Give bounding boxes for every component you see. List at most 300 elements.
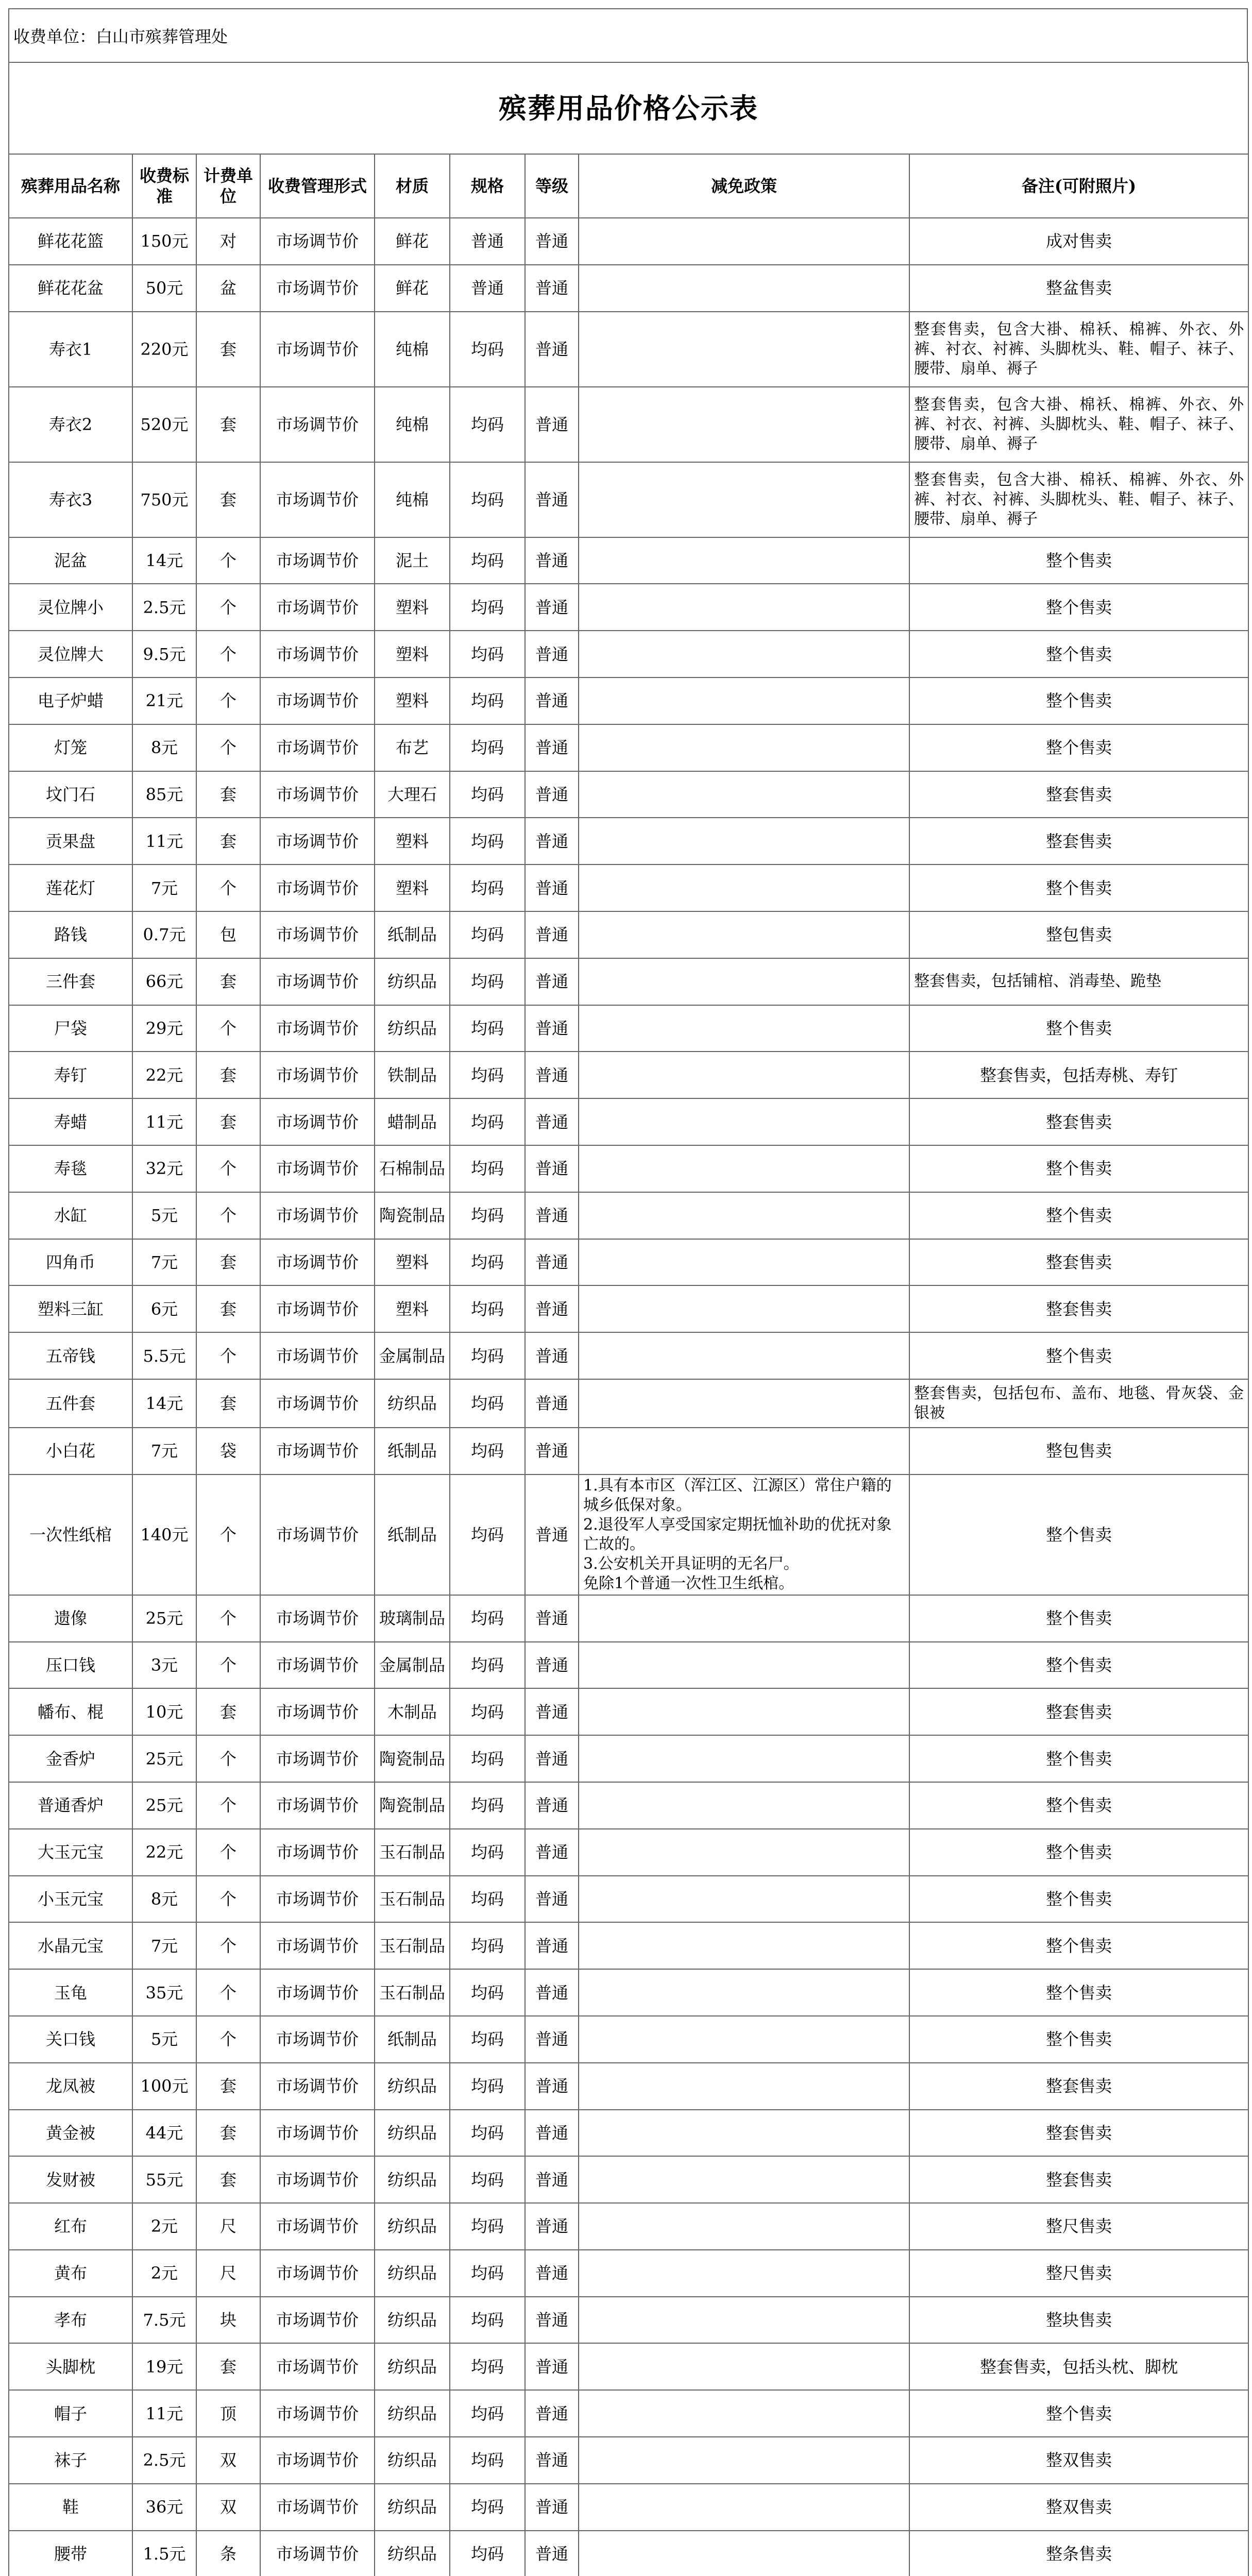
spec-cell: 均码 — [450, 2063, 525, 2110]
grade-cell: 普通 — [525, 911, 579, 958]
grade-cell: 普通 — [525, 265, 579, 312]
item-name-cell: 莲花灯 — [9, 865, 132, 911]
spec-cell: 均码 — [450, 631, 525, 677]
unit-cell: 个 — [196, 1145, 260, 1192]
price-cell: 7元 — [132, 1239, 196, 1286]
remark-cell: 整个售卖 — [909, 1922, 1248, 1969]
price-cell: 150元 — [132, 218, 196, 265]
management-cell: 市场调节价 — [260, 2016, 375, 2063]
price-cell: 5.5元 — [132, 1332, 196, 1379]
remark-cell: 整个售卖 — [909, 1735, 1248, 1782]
management-cell: 市场调节价 — [260, 1005, 375, 1052]
price-cell: 36元 — [132, 2484, 196, 2531]
material-cell: 纺织品 — [375, 2063, 450, 2110]
remark-cell: 整包售卖 — [909, 1428, 1248, 1475]
policy-cell — [579, 1876, 909, 1923]
price-cell: 44元 — [132, 2110, 196, 2157]
unit-cell: 包 — [196, 911, 260, 958]
price-cell: 14元 — [132, 537, 196, 584]
grade-cell: 普通 — [525, 1379, 579, 1428]
grade-cell: 普通 — [525, 2390, 579, 2437]
spec-cell: 均码 — [450, 462, 525, 537]
item-name-cell: 大玉元宝 — [9, 1829, 132, 1876]
material-cell: 鲜花 — [375, 218, 450, 265]
spec-cell: 均码 — [450, 2250, 525, 2297]
grade-cell: 普通 — [525, 1782, 579, 1829]
header-spec: 规格 — [450, 154, 525, 218]
price-table — [8, 62, 1249, 2576]
unit-cell: 套 — [196, 818, 260, 865]
material-cell: 纺织品 — [375, 2343, 450, 2390]
spec-cell: 均码 — [450, 2297, 525, 2344]
spec-cell: 均码 — [450, 1052, 525, 1098]
management-cell: 市场调节价 — [260, 1782, 375, 1829]
spec-cell: 均码 — [450, 958, 525, 1005]
price-cell: 19元 — [132, 2343, 196, 2390]
material-cell: 纺织品 — [375, 2156, 450, 2203]
grade-cell: 普通 — [525, 2156, 579, 2203]
item-name-cell: 鲜花花盆 — [9, 265, 132, 312]
policy-cell — [579, 2484, 909, 2531]
remark-cell: 整套售卖，包括寿桃、寿钉 — [909, 1052, 1248, 1098]
spec-cell: 均码 — [450, 818, 525, 865]
grade-cell: 普通 — [525, 1876, 579, 1923]
remark-cell: 整个售卖 — [909, 677, 1248, 724]
policy-cell — [579, 865, 909, 911]
header-material: 材质 — [375, 154, 450, 218]
material-cell: 纺织品 — [375, 2250, 450, 2297]
table-row — [9, 2437, 1248, 2484]
grade-cell: 普通 — [525, 1475, 579, 1595]
table-row — [9, 771, 1248, 818]
table-row — [9, 2250, 1248, 2297]
item-name-cell: 一次性纸棺 — [9, 1475, 132, 1595]
material-cell: 金属制品 — [375, 1642, 450, 1689]
price-cell: 29元 — [132, 1005, 196, 1052]
unit-cell: 袋 — [196, 1428, 260, 1475]
grade-cell: 普通 — [525, 1098, 579, 1145]
policy-cell — [579, 1332, 909, 1379]
management-cell: 市场调节价 — [260, 2343, 375, 2390]
material-cell: 玉石制品 — [375, 1922, 450, 1969]
grade-cell: 普通 — [525, 462, 579, 537]
table-row — [9, 2297, 1248, 2344]
management-cell: 市场调节价 — [260, 584, 375, 631]
material-cell: 陶瓷制品 — [375, 1735, 450, 1782]
price-cell: 8元 — [132, 1876, 196, 1923]
material-cell: 纸制品 — [375, 2016, 450, 2063]
policy-cell — [579, 537, 909, 584]
price-cell: 25元 — [132, 1782, 196, 1829]
grade-cell: 普通 — [525, 218, 579, 265]
spec-cell: 均码 — [450, 2110, 525, 2157]
management-cell: 市场调节价 — [260, 2437, 375, 2484]
item-name-cell: 鞋 — [9, 2484, 132, 2531]
material-cell: 塑料 — [375, 631, 450, 677]
table-row — [9, 2016, 1248, 2063]
unit-cell: 套 — [196, 1098, 260, 1145]
spec-cell: 均码 — [450, 1595, 525, 1642]
header-price: 收费标准 — [132, 154, 196, 218]
remark-cell: 整尺售卖 — [909, 2203, 1248, 2250]
grade-cell: 普通 — [525, 387, 579, 462]
unit-cell: 个 — [196, 584, 260, 631]
grade-cell: 普通 — [525, 865, 579, 911]
unit-cell: 双 — [196, 2484, 260, 2531]
policy-cell — [579, 911, 909, 958]
unit-cell: 个 — [196, 1969, 260, 2016]
table-row — [9, 2390, 1248, 2437]
material-cell: 塑料 — [375, 584, 450, 631]
item-name-cell: 三件套 — [9, 958, 132, 1005]
item-name-cell: 五帝钱 — [9, 1332, 132, 1379]
table-row — [9, 1239, 1248, 1286]
remark-cell: 整个售卖 — [909, 1876, 1248, 1923]
item-name-cell: 小白花 — [9, 1428, 132, 1475]
management-cell: 市场调节价 — [260, 677, 375, 724]
table-row — [9, 1782, 1248, 1829]
price-cell: 7元 — [132, 865, 196, 911]
policy-cell — [579, 677, 909, 724]
unit-cell: 套 — [196, 2063, 260, 2110]
price-cell: 11元 — [132, 2390, 196, 2437]
grade-cell: 普通 — [525, 1642, 579, 1689]
item-name-cell: 水缸 — [9, 1192, 132, 1239]
item-name-cell: 帽子 — [9, 2390, 132, 2437]
price-cell: 9.5元 — [132, 631, 196, 677]
header-grade: 等级 — [525, 154, 579, 218]
policy-cell — [579, 1239, 909, 1286]
remark-cell: 整块售卖 — [909, 2297, 1248, 2344]
management-cell: 市场调节价 — [260, 911, 375, 958]
price-cell: 100元 — [132, 2063, 196, 2110]
material-cell: 纯棉 — [375, 312, 450, 387]
price-cell: 750元 — [132, 462, 196, 537]
remark-cell: 整个售卖 — [909, 584, 1248, 631]
item-name-cell: 寿衣2 — [9, 387, 132, 462]
material-cell: 塑料 — [375, 677, 450, 724]
remark-cell: 整尺售卖 — [909, 2250, 1248, 2297]
remark-cell: 整包售卖 — [909, 911, 1248, 958]
remark-cell: 整套售卖 — [909, 2110, 1248, 2157]
price-cell: 2.5元 — [132, 584, 196, 631]
remark-cell: 整个售卖 — [909, 1145, 1248, 1192]
policy-cell — [579, 2531, 909, 2576]
policy-cell — [579, 2016, 909, 2063]
spec-cell: 均码 — [450, 771, 525, 818]
item-name-cell: 泥盆 — [9, 537, 132, 584]
remark-cell: 整套售卖 — [909, 1285, 1248, 1332]
spec-cell: 均码 — [450, 584, 525, 631]
spec-cell: 均码 — [450, 1332, 525, 1379]
spec-cell: 均码 — [450, 1642, 525, 1689]
grade-cell: 普通 — [525, 724, 579, 771]
price-cell: 22元 — [132, 1829, 196, 1876]
policy-cell — [579, 1969, 909, 2016]
item-name-cell: 寿衣3 — [9, 462, 132, 537]
management-cell: 市场调节价 — [260, 2531, 375, 2576]
spec-cell: 均码 — [450, 865, 525, 911]
policy-cell — [579, 1145, 909, 1192]
unit-cell: 套 — [196, 1688, 260, 1735]
remark-cell: 整套售卖，包含大褂、棉袄、棉裤、外衣、外裤、衬衣、衬裤、头脚枕头、鞋、帽子、袜子、腰带、扇单、褥子 — [909, 462, 1248, 537]
grade-cell: 普通 — [525, 1005, 579, 1052]
price-cell: 1.5元 — [132, 2531, 196, 2576]
policy-cell — [579, 2390, 909, 2437]
table-row — [9, 2484, 1248, 2531]
table-row — [9, 462, 1248, 537]
table-row — [9, 1876, 1248, 1923]
material-cell: 纯棉 — [375, 387, 450, 462]
table-row — [9, 2531, 1248, 2576]
item-name-cell: 鲜花花篮 — [9, 218, 132, 265]
table-row — [9, 1379, 1248, 1428]
material-cell: 纸制品 — [375, 911, 450, 958]
item-name-cell: 黄布 — [9, 2250, 132, 2297]
header-row — [9, 154, 1248, 218]
management-cell: 市场调节价 — [260, 1829, 375, 1876]
spec-cell: 均码 — [450, 1192, 525, 1239]
unit-cell: 个 — [196, 1475, 260, 1595]
table-row — [9, 1475, 1248, 1595]
grade-cell: 普通 — [525, 2437, 579, 2484]
table-row — [9, 818, 1248, 865]
item-name-cell: 玉龟 — [9, 1969, 132, 2016]
item-name-cell: 灯笼 — [9, 724, 132, 771]
table-row — [9, 1922, 1248, 1969]
policy-cell — [579, 631, 909, 677]
price-cell: 2.5元 — [132, 2437, 196, 2484]
material-cell: 纺织品 — [375, 958, 450, 1005]
item-name-cell: 塑料三缸 — [9, 1285, 132, 1332]
material-cell: 纺织品 — [375, 2390, 450, 2437]
item-name-cell: 灵位牌小 — [9, 584, 132, 631]
management-cell: 市场调节价 — [260, 1145, 375, 1192]
material-cell: 纸制品 — [375, 1475, 450, 1595]
management-cell: 市场调节价 — [260, 1475, 375, 1595]
remark-cell: 整套售卖 — [909, 2063, 1248, 2110]
item-name-cell: 寿钉 — [9, 1052, 132, 1098]
material-cell: 蜡制品 — [375, 1098, 450, 1145]
remark-cell: 整套售卖 — [909, 1239, 1248, 1286]
spec-cell: 均码 — [450, 1239, 525, 1286]
table-row — [9, 1192, 1248, 1239]
unit-cell: 个 — [196, 1595, 260, 1642]
unit-cell: 个 — [196, 1735, 260, 1782]
policy-cell — [579, 1922, 909, 1969]
grade-cell: 普通 — [525, 537, 579, 584]
spec-cell: 均码 — [450, 1428, 525, 1475]
item-name-cell: 幡布、棍 — [9, 1688, 132, 1735]
material-cell: 布艺 — [375, 724, 450, 771]
grade-cell: 普通 — [525, 818, 579, 865]
grade-cell: 普通 — [525, 1922, 579, 1969]
price-cell: 21元 — [132, 677, 196, 724]
remark-cell: 整套售卖 — [909, 2156, 1248, 2203]
spec-cell: 均码 — [450, 1005, 525, 1052]
spec-cell: 均码 — [450, 2484, 525, 2531]
management-cell: 市场调节价 — [260, 1688, 375, 1735]
price-cell: 14元 — [132, 1379, 196, 1428]
remark-cell: 整套售卖 — [909, 1098, 1248, 1145]
unit-cell: 个 — [196, 1192, 260, 1239]
management-cell: 市场调节价 — [260, 2063, 375, 2110]
item-name-cell: 袜子 — [9, 2437, 132, 2484]
remark-cell: 整套售卖 — [909, 818, 1248, 865]
unit-cell: 套 — [196, 2110, 260, 2157]
grade-cell: 普通 — [525, 2016, 579, 2063]
spec-cell: 均码 — [450, 1475, 525, 1595]
price-cell: 7.5元 — [132, 2297, 196, 2344]
remark-cell: 整双售卖 — [909, 2437, 1248, 2484]
spec-cell: 均码 — [450, 2016, 525, 2063]
grade-cell: 普通 — [525, 1192, 579, 1239]
grade-cell: 普通 — [525, 2203, 579, 2250]
management-cell: 市场调节价 — [260, 537, 375, 584]
remark-cell: 整套售卖，包括头枕、脚枕 — [909, 2343, 1248, 2390]
price-cell: 8元 — [132, 724, 196, 771]
policy-cell — [579, 1005, 909, 1052]
material-cell: 纺织品 — [375, 2110, 450, 2157]
item-name-cell: 水晶元宝 — [9, 1922, 132, 1969]
table-row — [9, 2110, 1248, 2157]
remark-cell: 整个售卖 — [909, 2390, 1248, 2437]
policy-cell — [579, 1595, 909, 1642]
material-cell: 纺织品 — [375, 2484, 450, 2531]
item-name-cell: 四角币 — [9, 1239, 132, 1286]
price-cell: 5元 — [132, 2016, 196, 2063]
unit-cell: 个 — [196, 1876, 260, 1923]
price-cell: 3元 — [132, 1642, 196, 1689]
spec-cell: 均码 — [450, 677, 525, 724]
unit-cell: 套 — [196, 958, 260, 1005]
policy-cell — [579, 2250, 909, 2297]
price-cell: 6元 — [132, 1285, 196, 1332]
management-cell: 市场调节价 — [260, 2250, 375, 2297]
management-cell: 市场调节价 — [260, 1052, 375, 1098]
remark-cell: 整个售卖 — [909, 1782, 1248, 1829]
table-row — [9, 1332, 1248, 1379]
price-cell: 140元 — [132, 1475, 196, 1595]
unit-cell: 个 — [196, 631, 260, 677]
grade-cell: 普通 — [525, 584, 579, 631]
grade-cell: 普通 — [525, 1735, 579, 1782]
management-cell: 市场调节价 — [260, 1098, 375, 1145]
policy-cell — [579, 2156, 909, 2203]
management-cell: 市场调节价 — [260, 1285, 375, 1332]
header-policy: 减免政策 — [579, 154, 909, 218]
management-cell: 市场调节价 — [260, 2156, 375, 2203]
item-name-cell: 发财被 — [9, 2156, 132, 2203]
remark-cell: 整个售卖 — [909, 1192, 1248, 1239]
material-cell: 纺织品 — [375, 2203, 450, 2250]
remark-cell: 整套售卖，包含大褂、棉袄、棉裤、外衣、外裤、衬衣、衬裤、头脚枕头、鞋、帽子、袜子、腰带、扇单、褥子 — [909, 387, 1248, 462]
remark-cell: 整套售卖，包括包布、盖布、地毯、骨灰袋、金银被 — [909, 1379, 1248, 1428]
unit-cell: 尺 — [196, 2250, 260, 2297]
table-row — [9, 911, 1248, 958]
spec-cell: 均码 — [450, 2437, 525, 2484]
table-row — [9, 584, 1248, 631]
price-cell: 10元 — [132, 1688, 196, 1735]
unit-cell: 套 — [196, 2343, 260, 2390]
spec-cell: 均码 — [450, 537, 525, 584]
remark-cell: 整套售卖，包括铺棺、消毒垫、跪垫 — [909, 958, 1248, 1005]
unit-cell: 个 — [196, 724, 260, 771]
spec-cell: 均码 — [450, 1922, 525, 1969]
grade-cell: 普通 — [525, 2297, 579, 2344]
policy-cell — [579, 462, 909, 537]
material-cell: 陶瓷制品 — [375, 1192, 450, 1239]
grade-cell: 普通 — [525, 1688, 579, 1735]
management-cell: 市场调节价 — [260, 1379, 375, 1428]
management-cell: 市场调节价 — [260, 2390, 375, 2437]
policy-cell — [579, 312, 909, 387]
management-cell: 市场调节价 — [260, 631, 375, 677]
material-cell: 大理石 — [375, 771, 450, 818]
grade-cell: 普通 — [525, 1052, 579, 1098]
material-cell: 玉石制品 — [375, 1876, 450, 1923]
table-row — [9, 1145, 1248, 1192]
item-name-cell: 坟门石 — [9, 771, 132, 818]
item-name-cell: 腰带 — [9, 2531, 132, 2576]
policy-cell — [579, 1052, 909, 1098]
spec-cell: 均码 — [450, 1782, 525, 1829]
management-cell: 市场调节价 — [260, 1735, 375, 1782]
unit-cell: 个 — [196, 1829, 260, 1876]
management-cell: 市场调节价 — [260, 2203, 375, 2250]
header-remark: 备注(可附照片) — [909, 154, 1248, 218]
header-name: 殡葬用品名称 — [9, 154, 132, 218]
table-row — [9, 2343, 1248, 2390]
material-cell: 鲜花 — [375, 265, 450, 312]
item-name-cell: 灵位牌大 — [9, 631, 132, 677]
policy-cell — [579, 2437, 909, 2484]
management-cell: 市场调节价 — [260, 1192, 375, 1239]
spec-cell: 均码 — [450, 1735, 525, 1782]
policy-cell — [579, 1642, 909, 1689]
policy-cell: 1.具有本市区（浑江区、江源区）常住户籍的城乡低保对象。 2.退役军人享受国家定期抚恤补助的优抚对象亡故的。 3.公安机关开具证明的无名尸。 免除1个普通一次性卫生纸棺。 — [579, 1475, 909, 1595]
unit-cell: 个 — [196, 1782, 260, 1829]
remark-cell: 整个售卖 — [909, 1969, 1248, 2016]
unit-cell: 块 — [196, 2297, 260, 2344]
remark-cell: 成对售卖 — [909, 218, 1248, 265]
management-cell: 市场调节价 — [260, 1332, 375, 1379]
grade-cell: 普通 — [525, 2531, 579, 2576]
grade-cell: 普通 — [525, 1969, 579, 2016]
item-name-cell: 寿毯 — [9, 1145, 132, 1192]
grade-cell: 普通 — [525, 312, 579, 387]
policy-cell — [579, 1688, 909, 1735]
material-cell: 纺织品 — [375, 1379, 450, 1428]
material-cell: 纺织品 — [375, 2437, 450, 2484]
grade-cell: 普通 — [525, 2063, 579, 2110]
spec-cell: 均码 — [450, 1145, 525, 1192]
material-cell: 木制品 — [375, 1688, 450, 1735]
unit-cell: 套 — [196, 1285, 260, 1332]
management-cell: 市场调节价 — [260, 312, 375, 387]
material-cell: 玉石制品 — [375, 1969, 450, 2016]
price-cell: 85元 — [132, 771, 196, 818]
grade-cell: 普通 — [525, 677, 579, 724]
remark-cell: 整个售卖 — [909, 1642, 1248, 1689]
spec-cell: 均码 — [450, 1098, 525, 1145]
material-cell: 纺织品 — [375, 2531, 450, 2576]
spec-cell: 普通 — [450, 265, 525, 312]
price-cell: 2元 — [132, 2250, 196, 2297]
material-cell: 塑料 — [375, 1285, 450, 1332]
price-cell: 25元 — [132, 1735, 196, 1782]
title-row — [9, 62, 1248, 154]
